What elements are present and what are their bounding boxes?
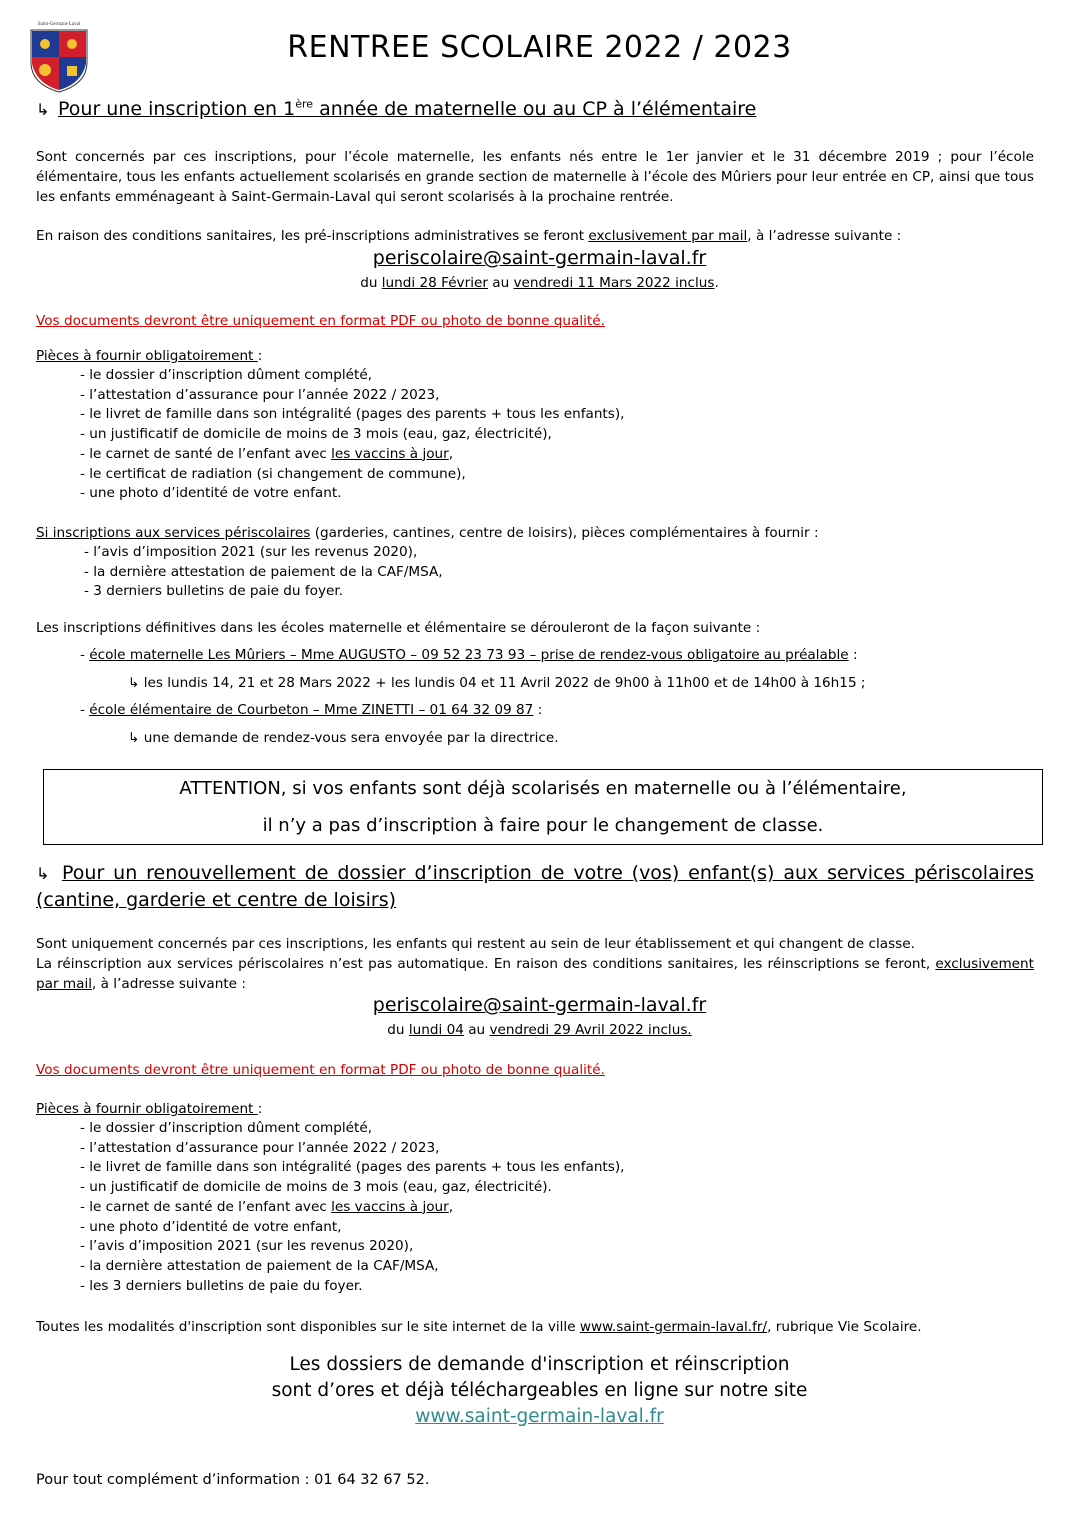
section1-dates: du lundi 28 Février au vendredi 11 Mars 2022 inclus. <box>360 275 719 291</box>
footer-website-link[interactable]: www.saint-germain-laval.fr <box>415 1406 664 1427</box>
section1-heading: ↳ Pour une inscription en 1ère année de maternelle ou au CP à l’élémentaire <box>36 98 757 121</box>
list-item: - les 3 derniers bulletins de paie du foyer. <box>80 1277 363 1294</box>
list-item: - le dossier d’inscription dûment complété, <box>80 1120 373 1136</box>
footer-line1: Les dossiers de demande d'inscription et réinscription <box>289 1354 790 1375</box>
footer-block <box>0 1352 1079 1430</box>
section1-pdf-note: Vos documents devront être uniquement en format PDF ou photo de bonne qualité. <box>36 313 605 329</box>
school2-line: - école élémentaire de Courbeton – Mme ZINETTI – 01 64 32 09 87 : <box>80 702 543 718</box>
section1-definitive: Les inscriptions définitives dans les écoles maternelle et élémentaire se dérouleront de la façon suivante : <box>36 620 761 636</box>
section1-sanitary: En raison des conditions sanitaires, les pré-inscriptions administratives se feront exclusivement par mail, à l’adresse suivante : <box>36 228 902 244</box>
attention-line1: ATTENTION, si vos enfants sont déjà scolarisés en maternelle ou à l’élémentaire, <box>179 778 907 799</box>
section2-pieces-title: Pièces à fournir obligatoirement : <box>36 1101 263 1117</box>
section1-periscolaire: Si inscriptions aux services périscolaires (garderies, cantines, centre de loisirs), pièces complémentaires à fournir : <box>36 525 819 541</box>
list-item: - la dernière attestation de paiement de la CAF/MSA, <box>84 563 443 580</box>
school1-line: - école maternelle Les Mûriers – Mme AUGUSTO – 09 52 23 73 93 – prise de rendez-vous obligatoire au préalable : <box>80 647 858 663</box>
school1-detail: ↳ les lundis 14, 21 et 28 Mars 2022 + les lundis 04 et 11 Avril 2022 de 9h00 à 11h00 et de 14h00 à 16h15 ; <box>128 675 866 691</box>
list-item: - le carnet de santé de l’enfant avec les vaccins à jour, <box>80 1198 454 1215</box>
list-item: - le dossier d’inscription dûment complété, <box>80 367 373 383</box>
section1-email-link[interactable]: periscolaire@saint-germain-laval.fr <box>372 247 707 269</box>
arrow-icon: ↳ <box>128 730 140 746</box>
section2-heading: ↳ Pour un renouvellement de dossier d’inscription de votre (vos) enfant(s) aux services périscolaires (cantine, garderie et centre de loisirs) <box>36 862 1034 911</box>
section1-peri-list <box>84 543 443 602</box>
attention-line2: il n’y a pas d’inscription à faire pour le changement de classe. <box>262 815 824 836</box>
section2-email-link[interactable]: periscolaire@saint-germain-laval.fr <box>372 994 707 1016</box>
section1-pieces-list <box>80 366 624 504</box>
arrow-icon: ↳ <box>128 675 140 691</box>
contact-line: Pour tout complément d’information : 01 64 32 67 52. <box>36 1472 430 1488</box>
list-item: - la dernière attestation de paiement de la CAF/MSA, <box>80 1257 439 1274</box>
section1-intro: Sont concernés par ces inscriptions, pour l’école maternelle, les enfants nés entre le 1er janvier et le 31 décembre 2019 ; pour l’école élémentaire, tous les enfants actuellement scolarisés en grande section de maternelle à l’école des Mûriers pour leur entrée en CP, ainsi que tous les enfants emménageant à Saint-Germain-Laval qui seront scolarisés à la prochaine rentrée. <box>36 149 1034 205</box>
list-item: - l’avis d’imposition 2021 (sur les revenus 2020), <box>80 1238 414 1255</box>
list-item: - l’avis d’imposition 2021 (sur les revenus 2020), <box>84 544 418 560</box>
section2-dates: du lundi 04 au vendredi 29 Avril 2022 inclus. <box>387 1022 692 1038</box>
list-item: - le certificat de radiation (si changement de commune), <box>80 465 466 482</box>
section2-pdf-note: Vos documents devront être uniquement en format PDF ou photo de bonne qualité. <box>36 1062 605 1078</box>
website-link[interactable]: www.saint-germain-laval.fr/ <box>579 1319 768 1335</box>
school2-detail: ↳ une demande de rendez-vous sera envoyée par la directrice. <box>128 730 559 746</box>
section2-pieces-list <box>80 1119 624 1296</box>
section1-pieces-title: Pièces à fournir obligatoirement : <box>36 348 263 364</box>
list-item: - le carnet de santé de l’enfant avec les vaccins à jour, <box>80 445 454 462</box>
list-item: - l’attestation d’assurance pour l’année 2022 / 2023, <box>80 1139 440 1156</box>
list-item: - une photo d’identité de votre enfant, <box>80 1218 342 1235</box>
list-item: - 3 derniers bulletins de paie du foyer. <box>84 583 344 600</box>
list-item: - un justificatif de domicile de moins de 3 mois (eau, gaz, électricité). <box>80 1179 552 1196</box>
section2-intro2: La réinscription aux services périscolaires n’est pas automatique. En raison des conditions sanitaires, les réinscriptions se feront, exclusivement par mail, à l’adresse suivante : <box>36 956 1034 992</box>
list-item: - l’attestation d’assurance pour l’année 2022 / 2023, <box>80 386 440 403</box>
list-item: - un justificatif de domicile de moins de 3 mois (eau, gaz, électricité), <box>80 426 552 443</box>
modalites-line: Toutes les modalités d'inscription sont disponibles sur le site internet de la ville www.saint-germain-laval.fr/, rubrique Vie Scolaire. <box>36 1319 922 1335</box>
logo-caption: Saint-Germain-Laval <box>37 22 81 27</box>
arrow-icon: ↳ <box>36 864 50 883</box>
attention-box <box>43 769 1043 845</box>
page-title: RENTREE SCOLAIRE 2022 / 2023 <box>287 30 792 65</box>
section2-intro1: Sont uniquement concernés par ces inscriptions, les enfants qui restent au sein de leur établissement et qui changent de classe. <box>36 936 915 952</box>
list-item: - le livret de famille dans son intégralité (pages des parents + tous les enfants), <box>80 1159 625 1176</box>
footer-line2: sont d’ores et déjà téléchargeables en ligne sur notre site <box>271 1380 808 1401</box>
list-item: - le livret de famille dans son intégralité (pages des parents + tous les enfants), <box>80 406 625 423</box>
arrow-icon: ↳ <box>36 100 50 120</box>
list-item: - une photo d’identité de votre enfant. <box>80 485 342 502</box>
